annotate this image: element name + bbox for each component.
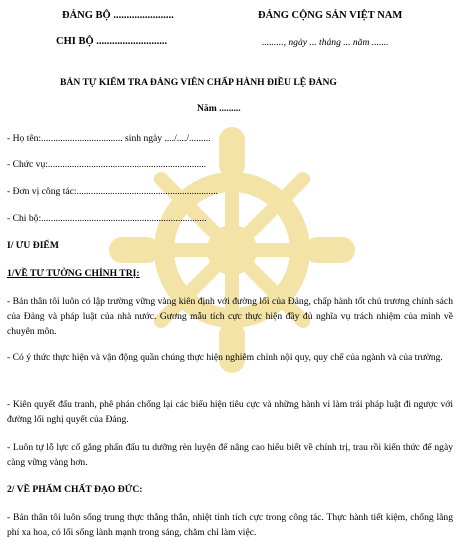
field-position: - Chức vụ:.................................................................. — [7, 159, 207, 170]
paragraph: - Bản thân tôi luôn sống trung thực thẳng thắn, nhiệt tình tích cực trong công tác. Thực hành tiết kiệm, chống lãng phí xa hoa, có lối sống lành mạnh trong sáng, chăm chỉ làm việc. — [7, 512, 453, 538]
document-title: BẢN TỰ KIỂM TRA ĐẢNG VIÊN CHẤP HÀNH ĐIỀU LỆ ĐẢNG — [60, 77, 337, 88]
paragraph: - Bản thân tôi luôn có lập trường vững vàng kiên định với đường lối của Đảng, chấp hành tốt chủ trương chính sách của Đảng và pháp luật của nhà nước. Gương mẫu tích cực thực hiện đầy đủ nghĩa vụ trách nhiệm của mình về chuyên môn. — [7, 296, 453, 337]
field-party-cell: - Chi bộ:..................................................................... — [7, 213, 207, 224]
party-name-heading: ĐẢNG CỘNG SẢN VIỆT NAM — [258, 10, 403, 21]
party-committee-label: ĐẢNG BỘ ....................... — [62, 10, 174, 21]
party-cell-label: CHI BỘ ........................... — [56, 36, 168, 47]
date-line: ........., ngày ... tháng ... năm ....... — [262, 37, 389, 48]
subsection-political-heading: 1/VỀ TƯ TƯỞNG CHÍNH TRỊ: — [7, 268, 140, 279]
subsection-ethics-heading: 2/ VỀ PHẨM CHẤT ĐẠO ĐỨC: — [7, 484, 143, 495]
field-full-name: - Họ tên:.................................. sinh ngày ..../..../......... — [7, 133, 211, 144]
paragraph: - Có ý thức thực hiện và vận động quần chúng thực hiện nghiêm chỉnh nội quy, quy chế của ngành và của trường. — [7, 352, 443, 363]
field-workplace: - Đơn vị công tác:........................................................... — [7, 186, 219, 197]
paragraph: - Luôn tự lỗ lực cố gắng phấn đấu tu dưỡng rèn luyện để nâng cao hiểu biết về chính trị, trau rồi kiến thức để ngày càng vững vàng hơn. — [7, 442, 453, 468]
section-advantages-heading: I/ ƯU ĐIỂM — [7, 240, 59, 251]
paragraph: - Kiên quyết đấu tranh, phê phán chống lại các biểu hiện tiêu cực và những hành vi làm trái pháp luật đi ngược với đường lối nghị quyết của Đảng. — [7, 399, 453, 425]
year-line: Năm ......... — [197, 103, 241, 114]
